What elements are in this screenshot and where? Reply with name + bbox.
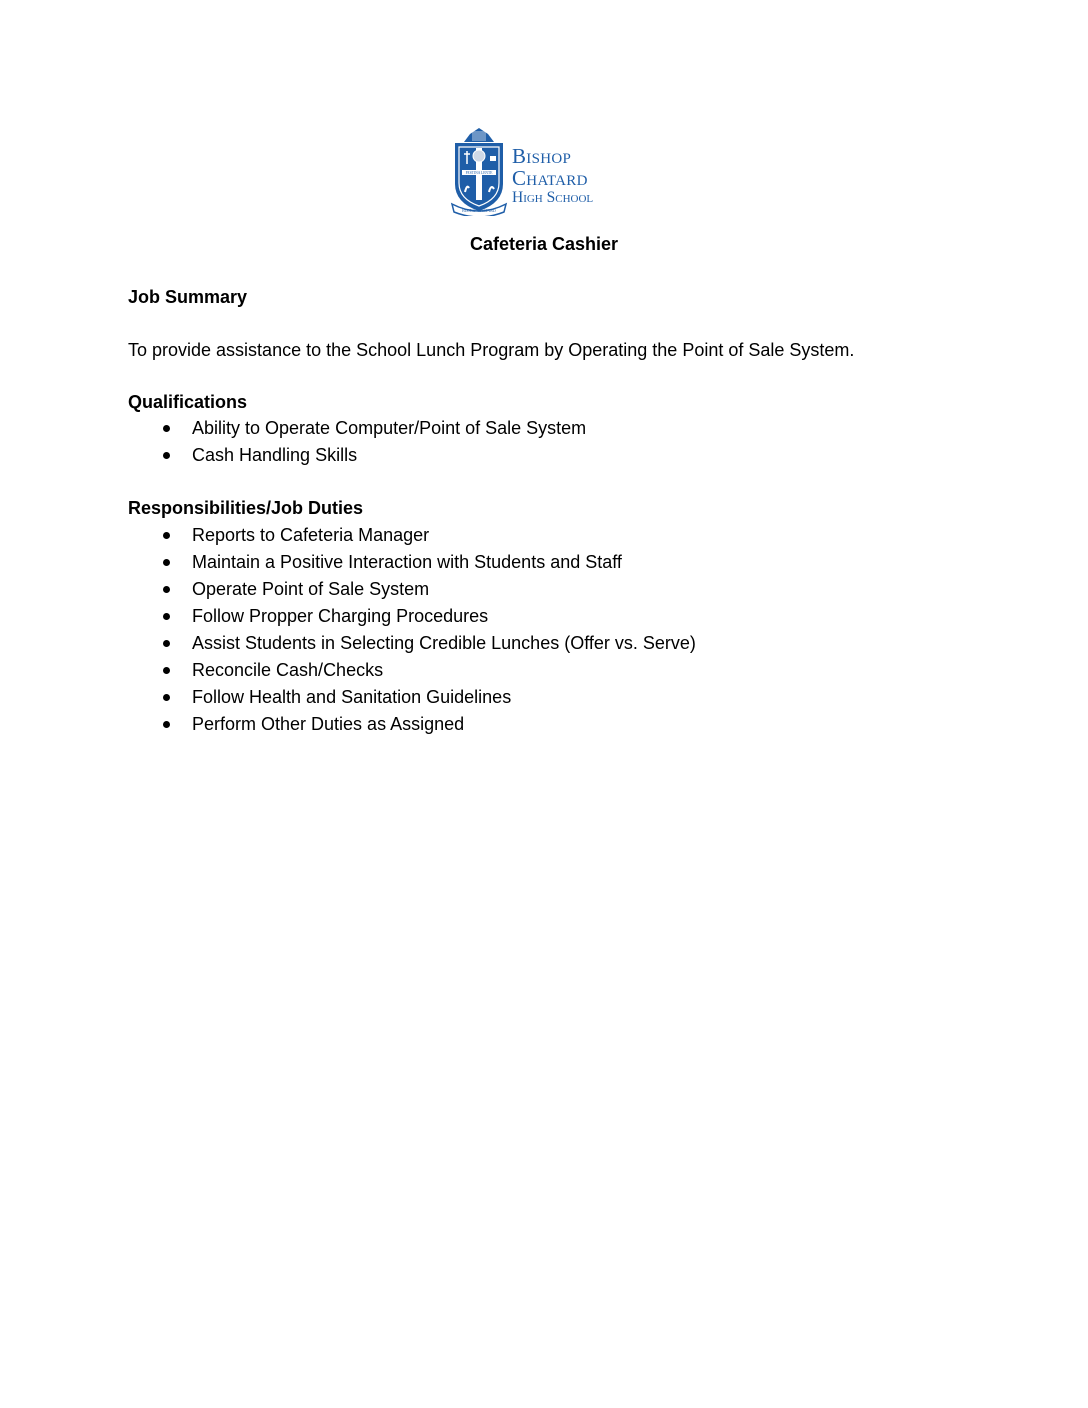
- bullet-icon: [163, 559, 170, 566]
- school-logo: [450, 126, 640, 218]
- bullet-icon: [163, 694, 170, 701]
- list-item-text: Cash Handling Skills: [192, 445, 358, 465]
- logo-line-1: Bishop: [512, 144, 572, 168]
- list-item-text: Perform Other Duties as Assigned: [192, 714, 465, 734]
- list-item-text: Ability to Operate Computer/Point of Sale System: [192, 418, 587, 438]
- list-item-text: Follow Propper Charging Procedures: [192, 606, 489, 626]
- list-item: [160, 549, 696, 576]
- responsibilities-heading: Responsibilities/Job Duties: [128, 498, 364, 518]
- qualifications-list: [160, 415, 586, 469]
- list-item: [160, 442, 586, 469]
- bullet-icon: [163, 640, 170, 647]
- bullet-icon: [163, 532, 170, 539]
- list-item-text: Reconcile Cash/Checks: [192, 660, 384, 680]
- responsibilities-list: [160, 522, 696, 738]
- list-item: [160, 684, 696, 711]
- list-item-text: Operate Point of Sale System: [192, 579, 430, 599]
- bullet-icon: [163, 586, 170, 593]
- crest-icon: [450, 126, 508, 216]
- job-summary-heading: Job Summary: [128, 287, 248, 307]
- list-item-text: Reports to Cafeteria Manager: [192, 525, 430, 545]
- list-item: [160, 657, 696, 684]
- list-item: [160, 711, 696, 738]
- list-item-text: Maintain a Positive Interaction with Students and Staff: [192, 552, 622, 572]
- logo-line-2: Chatard: [512, 166, 588, 190]
- list-item: [160, 603, 696, 630]
- bullet-icon: [163, 667, 170, 674]
- list-item: [160, 630, 696, 657]
- svg-text:FESTINA LENTE: FESTINA LENTE: [465, 170, 493, 175]
- list-item-text: Follow Health and Sanitation Guidelines: [192, 687, 512, 707]
- svg-text:BISHOP CHATARD: BISHOP CHATARD: [462, 208, 496, 213]
- bullet-icon: [163, 425, 170, 432]
- qualifications-heading: Qualifications: [128, 392, 248, 412]
- list-item-text: Assist Students in Selecting Credible Lunches (Offer vs. Serve): [192, 633, 696, 653]
- bullet-icon: [163, 613, 170, 620]
- list-item: [160, 576, 696, 603]
- job-summary-text: To provide assistance to the School Lunch Program by Operating the Point of Sale System.: [128, 340, 855, 360]
- list-item: [160, 522, 696, 549]
- school-name: [512, 146, 593, 206]
- logo-line-3: High School: [512, 189, 594, 206]
- list-item: [160, 415, 586, 442]
- bullet-icon: [163, 452, 170, 459]
- document-title: Cafeteria Cashier: [469, 234, 619, 254]
- bullet-icon: [163, 721, 170, 728]
